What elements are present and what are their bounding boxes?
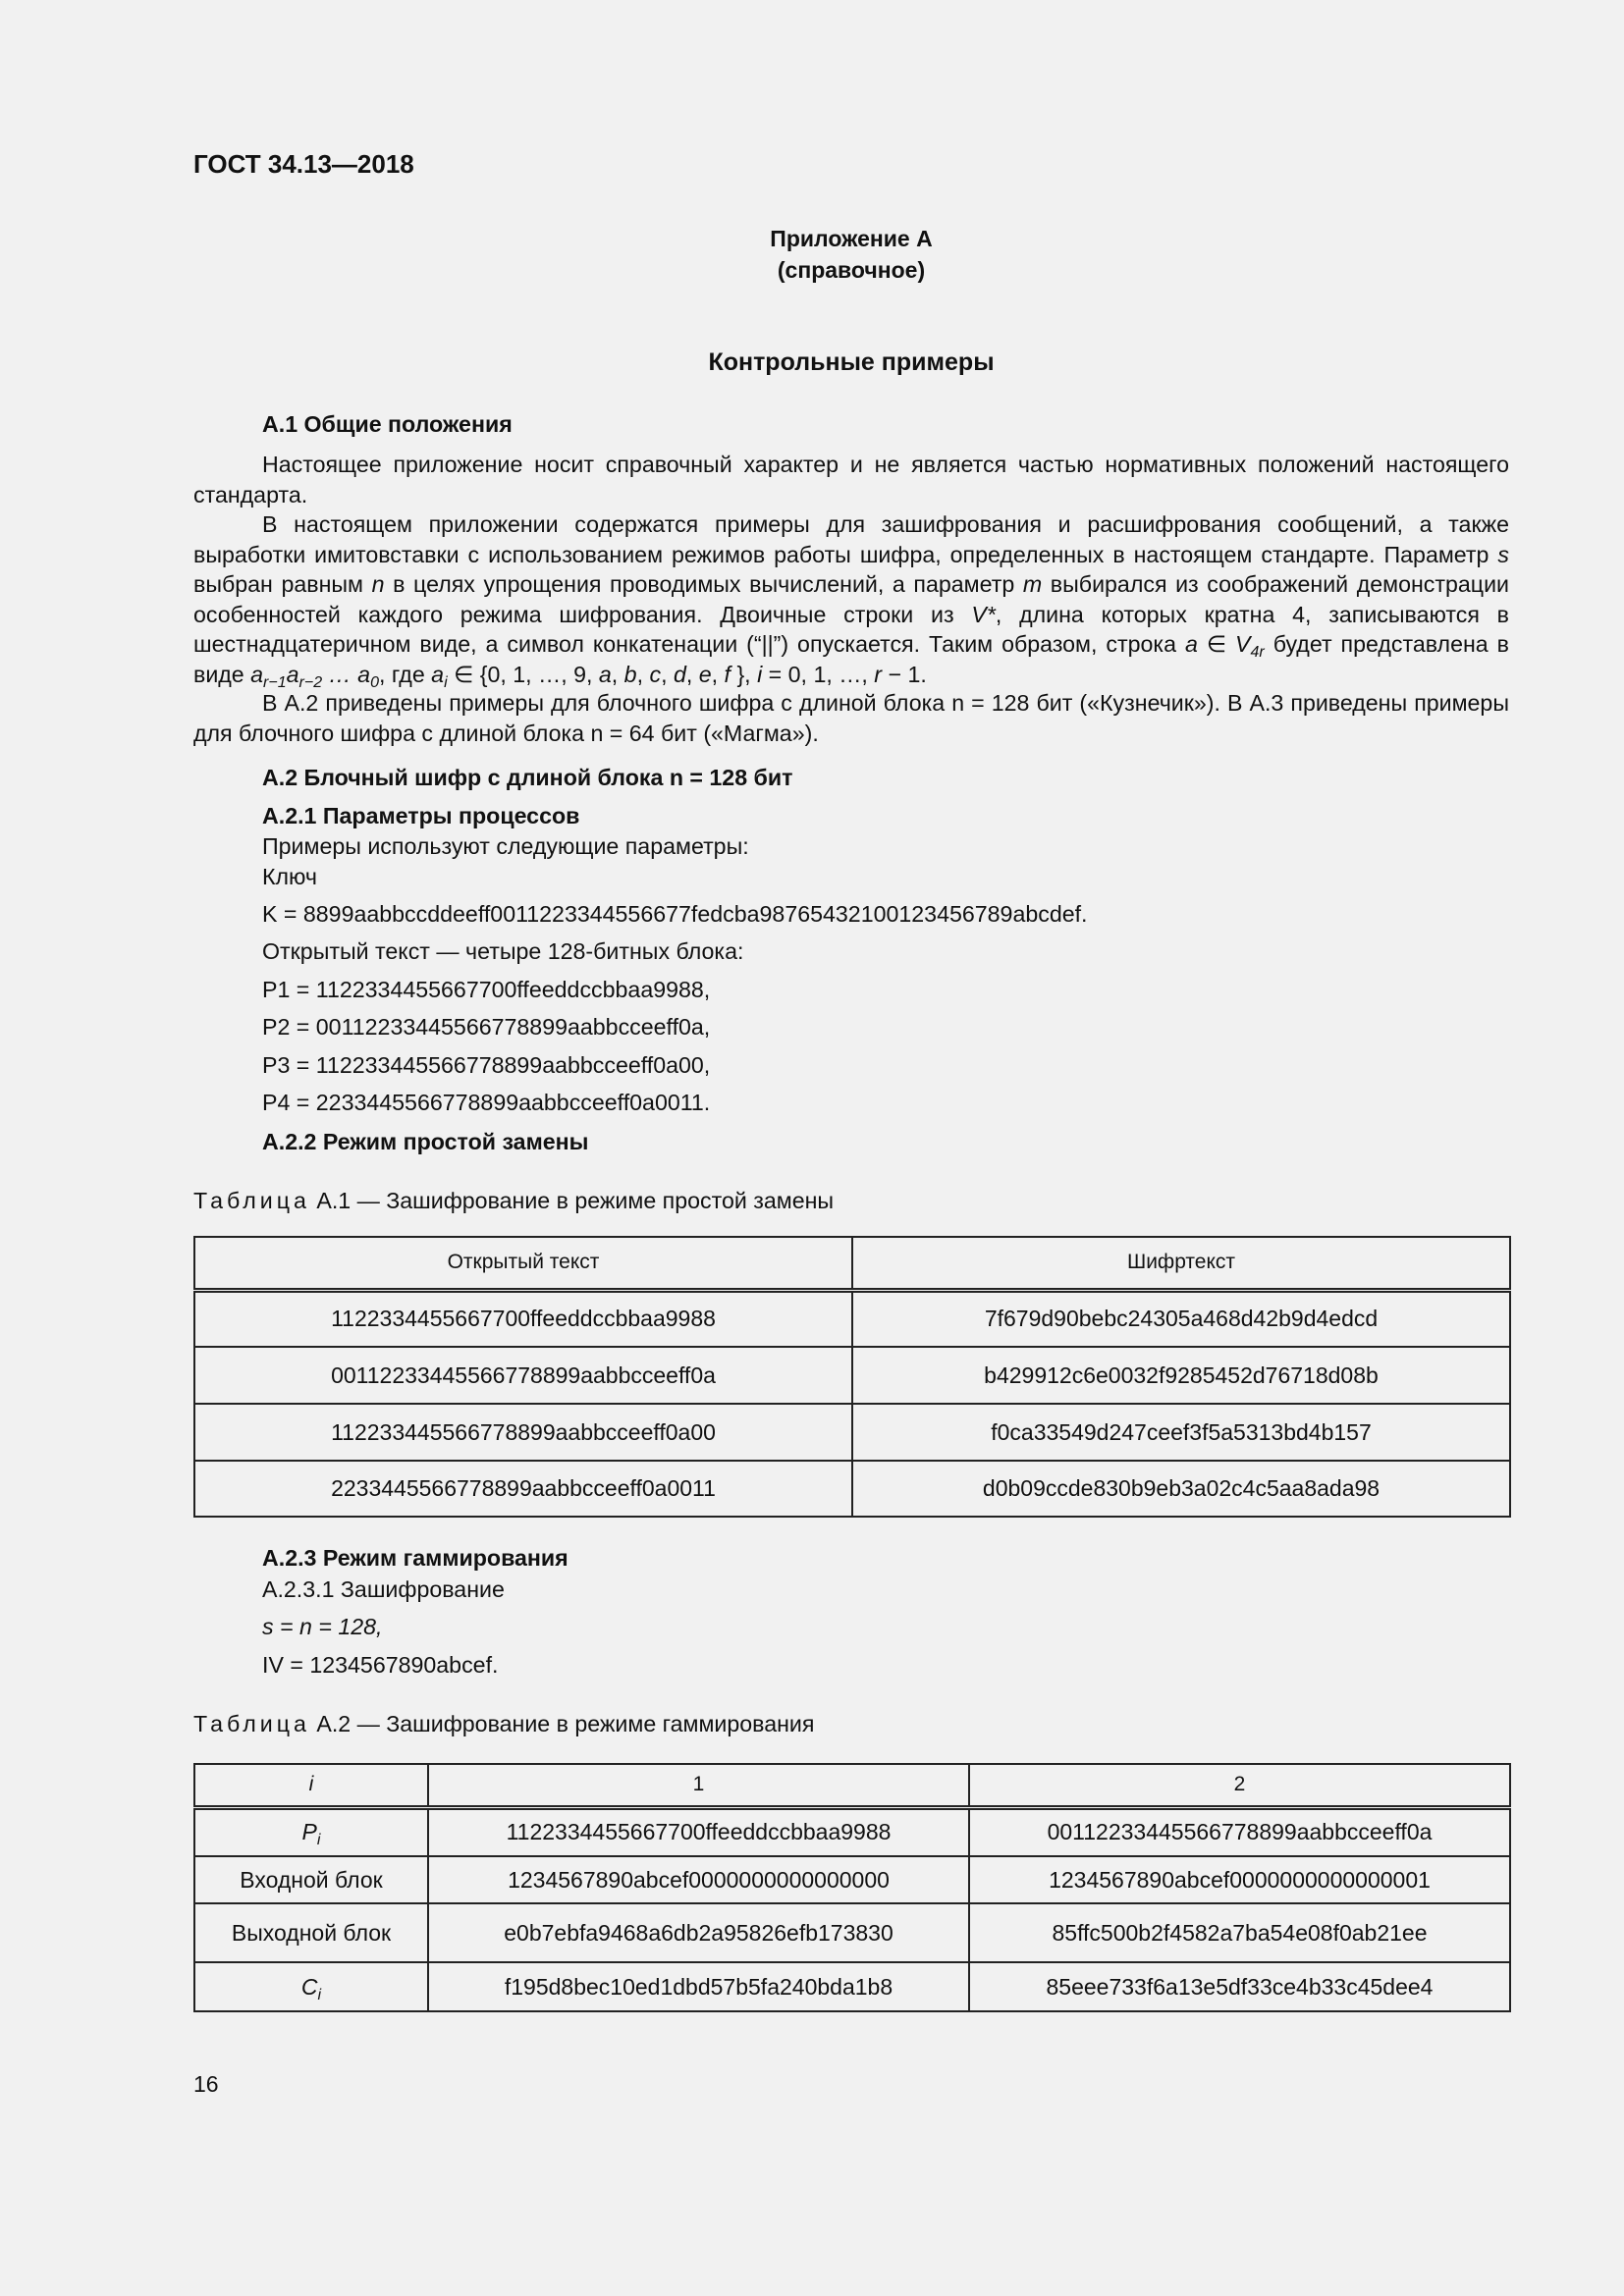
section-a22-heading: А.2.2 Режим простой замены [262,1129,589,1154]
s-equals: s = n = 128, [262,1614,383,1639]
table2-header-cell: 1 [428,1764,969,1807]
table1-caption-prefix: Таблица [193,1188,310,1213]
table1-cell: 7f679d90bebc24305a468d42b9d4edcd [852,1290,1510,1347]
table2-row-label-text: P [301,1819,317,1845]
table2-row-label: Входной блок [194,1856,428,1903]
table1-cell: 2233445566778899aabbcceeff0a0011 [194,1461,852,1517]
a1-p2-text-f: будет представлена в виде [193,631,1509,687]
table2-cell: e0b7ebfa9468a6db2a95826efb173830 [428,1903,969,1962]
table2-cell: 1234567890abcef0000000000000000 [428,1856,969,1903]
table-row [194,1856,1510,1903]
a1-p2-text-a: В настоящем приложении содержатся примеры для зашифрования и расшифрования сообщений, а также выработки имитовставки с использованием режимов работы шифра, определенных в настоящем стандарте. Параметр [193,511,1509,567]
a1-p2-text-e: , длина которых кратна 4, записываются в шестнадцатеричном виде, а символ конкатенации (“||”) опускается. Таким образом, строка [193,601,1509,657]
table1-caption [193,1188,834,1214]
a1-p2-m: m [1022,571,1043,597]
a1-formula-a-in-v: a ∈ $V_{4r}$ [1184,631,1265,661]
table2-row-label: Выходной блок [194,1903,428,1962]
standard-header: ГОСТ 34.13—2018 [193,149,414,179]
examples-intro: Примеры используют следующие параметры: [262,833,749,859]
table2-row-label-text: C [300,1973,318,2000]
a1-p3-text: В А.2 приведены примеры для блочного шифра с длиной блока n = 128 бит («Кузнечик»). В А.3 приведены примеры для блочного шифра с длиной блока n = 64 бит («Магма»). [193,690,1509,746]
table2-cell: 00112233445566778899aabbcceeff0a [969,1807,1510,1856]
section-a2-heading: А.2 Блочный шифр с длиной блока n = 128 бит [262,765,793,790]
a1-p2-text-g: , где [378,661,432,687]
key-value: K = 8899aabbccddeeff0011223344556677fedcba98765432100123456789abcdef. [262,901,1088,927]
table1-header-cell: Открытый текст [194,1237,852,1290]
a1-paragraph-1 [193,450,1509,509]
table2-cell: 85ffc500b2f4582a7ba54e08f0ab21ee [969,1903,1510,1962]
table2-row-label: $P_i$ [194,1807,428,1856]
table-row [194,1962,1510,2011]
a1-formula-set: $a_i$ ∈ {0, 1, …, 9, a, b, c, d, e, f }, i = 0, 1, …, r − 1. [431,661,927,691]
table2-row-label: $C_i$ [194,1962,428,2011]
table1-caption-text: А.1 — Зашифрование в режиме простой замены [316,1188,835,1213]
table-row [194,1903,1510,1962]
section-a1-heading: А.1 Общие положения [262,411,513,437]
key-label: Ключ [262,864,317,889]
table-row [194,1404,1510,1461]
plaintext-block-3: P3 = 112233445566778899aabbcceeff0a00, [262,1052,711,1078]
table1 [193,1236,1511,1518]
table1-cell: 00112233445566778899aabbcceeff0a [194,1347,852,1404]
section-a23-heading: А.2.3 Режим гаммирования [262,1545,568,1571]
a1-p2-text-c: в целях упрощения проводимых вычислений, а параметр [384,571,1023,597]
table1-cell: 1122334455667700ffeeddccbbaa9988 [194,1290,852,1347]
a1-paragraph-2 [193,509,1509,689]
a1-formula-sequence: $a_{r-1}a_{r-2}$ … $a_0$ [250,661,379,691]
table2-caption-text: А.2 — Зашифрование в режиме гаммирования [316,1711,815,1736]
a1-p2-text-b: выбран равным [193,571,372,597]
section-a231-heading: А.2.3.1 Зашифрование [262,1576,505,1602]
plaintext-block-1: P1 = 1122334455667700ffeeddccbbaa9988, [262,977,711,1002]
a1-p2-text-d: выбирался из соображений демонстрации особенностей каждого режима шифрования. Двоичные строки из [193,571,1509,627]
table2-caption [193,1711,814,1737]
a1-p2-n: n [371,571,385,597]
table2 [193,1763,1511,2012]
table2-cell: 85eee733f6a13e5df33ce4b33c45dee4 [969,1962,1510,2011]
iv-equals: IV = 1234567890abcef. [262,1652,499,1678]
table2-cell: f195d8bec10ed1dbd57b5fa240bda1b8 [428,1962,969,2011]
table1-cell: f0ca33549d247ceef3f5a5313bd4b157 [852,1404,1510,1461]
page-number: 16 [193,2071,219,2097]
plaintext-intro: Открытый текст — четыре 128-битных блока: [262,938,744,964]
a1-p2-v: V* [971,601,996,627]
table1-cell: d0b09ccde830b9eb3a02c4c5aa8ada98 [852,1461,1510,1517]
table2-header-cell: 2 [969,1764,1510,1807]
a1-paragraph-3 [193,688,1509,748]
a1-p2-s: s [1497,541,1509,567]
section-a21-heading: А.2.1 Параметры процессов [262,803,580,828]
table2-cell: 1234567890abcef0000000000000001 [969,1856,1510,1903]
table2-caption-prefix: Таблица [193,1711,310,1736]
appendix-subtitle: (справочное) [777,257,926,283]
table-row [194,1347,1510,1404]
table-row [194,1290,1510,1347]
table1-cell: b429912c6e0032f9285452d76718d08b [852,1347,1510,1404]
table2-header-cell: i [194,1764,428,1807]
appendix-heading: Контрольные примеры [708,348,995,376]
table2-header-row [194,1764,1510,1807]
plaintext-block-2: P2 = 00112233445566778899aabbcceeff0a, [262,1014,711,1040]
table1-cell: 112233445566778899aabbcceeff0a00 [194,1404,852,1461]
appendix-title: Приложение А [770,226,933,251]
table1-header-row [194,1237,1510,1290]
table2-cell: 1122334455667700ffeeddccbbaa9988 [428,1807,969,1856]
table1-header-cell: Шифртекст [852,1237,1510,1290]
table-row [194,1461,1510,1517]
a1-p1-text: Настоящее приложение носит справочный характер и не является частью нормативных положений настоящего стандарта. [193,452,1509,507]
plaintext-block-4: P4 = 2233445566778899aabbcceeff0a0011. [262,1090,711,1115]
table-row [194,1807,1510,1856]
